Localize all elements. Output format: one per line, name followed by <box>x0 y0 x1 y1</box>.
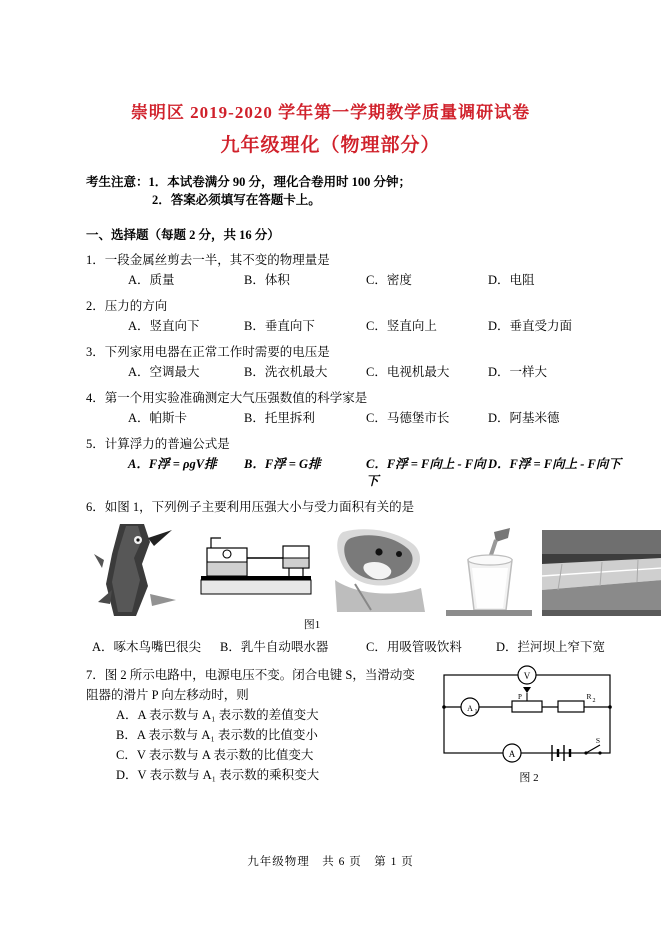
question-2 <box>86 298 661 335</box>
woodpecker-photo <box>92 524 187 616</box>
option-b[interactable]: B．垂直向下 <box>244 319 315 333</box>
option-d[interactable]: D．F浮 = F向上 - F向下 <box>488 457 621 471</box>
option-c[interactable]: C．马德堡市长 <box>366 411 450 425</box>
option-c[interactable]: C．密度 <box>366 273 412 287</box>
option-b[interactable]: B．乳牛自动喂水器 <box>220 640 329 654</box>
option-d[interactable]: D．电阻 <box>488 273 535 287</box>
option-b[interactable]: B．体积 <box>244 273 290 287</box>
option-c[interactable]: C．用吸管吸饮料 <box>366 640 462 654</box>
svg-text:S: S <box>595 736 601 745</box>
question-1 <box>86 252 661 289</box>
question-4-stem: 4．第一个用实验准确测定大气压强数值的科学家是 <box>86 391 368 405</box>
question-7-figure <box>434 665 624 785</box>
question-3-options <box>128 364 661 381</box>
option-a[interactable]: A．A 表示数与 A₁ 表示数的差值变大 <box>116 708 319 722</box>
cup-with-straw-photo <box>446 524 532 616</box>
circuit-diagram <box>434 665 620 765</box>
option-d[interactable]: D．拦河坝上窄下宽 <box>496 640 606 654</box>
question-6-figures <box>92 524 661 616</box>
question-4-options <box>128 410 661 427</box>
cow-drinking-photo <box>325 524 436 616</box>
svg-text:1: 1 <box>474 709 478 715</box>
option-b[interactable]: B．F浮 = G排 <box>244 457 321 471</box>
question-3 <box>86 344 661 381</box>
question-4 <box>86 390 661 427</box>
option-c[interactable]: C．电视机最大 <box>366 365 450 379</box>
option-d[interactable]: D．V 表示数与 A₁ 表示数的乘积变大 <box>116 768 320 782</box>
svg-text:A: A <box>508 749 516 759</box>
option-b[interactable]: B．托里拆利 <box>244 411 315 425</box>
notice-line-1: 考生注意：1．本试卷满分 90 分，理化合卷用时 100 分钟； <box>86 175 412 189</box>
page-subtitle: 九年级理化（物理部分） <box>220 135 441 156</box>
question-5-stem: 5．计算浮力的普遍公式是 <box>86 437 230 451</box>
svg-text:2: 2 <box>592 698 596 704</box>
question-7-text <box>86 665 416 785</box>
option-b[interactable]: B．A 表示数与 A₁ 表示数的比值变小 <box>116 728 318 742</box>
question-6 <box>86 499 661 516</box>
candidate-notice <box>86 173 661 209</box>
option-b[interactable]: B．洗衣机最大 <box>244 365 328 379</box>
question-2-options <box>128 318 661 335</box>
option-c[interactable]: C．F浮 = F向上 - F向下 <box>366 457 486 488</box>
option-a[interactable]: A．F浮 = ρgV排 <box>128 457 217 471</box>
option-c[interactable]: C．竖直向上 <box>366 319 437 333</box>
question-3-stem: 3．下列家用电器在正常工作时需要的电压是 <box>86 345 330 359</box>
page-footer: 九年级物理 共 6 页 第 1 页 <box>247 856 414 868</box>
question-7-stem: 7．图 2 所示电路中，电源电压不变。闭合电键 S，当滑动变阻器的滑片 P 向左移动时，则 <box>86 668 415 702</box>
option-a[interactable]: A．竖直向下 <box>128 319 200 333</box>
option-d[interactable]: D．垂直受力面 <box>488 319 573 333</box>
option-d[interactable]: D．一样大 <box>488 365 548 379</box>
question-5-options <box>128 456 661 490</box>
option-a[interactable]: A．啄木鸟嘴巴很尖 <box>92 640 202 654</box>
option-a[interactable]: A．帕斯卡 <box>128 411 188 425</box>
figure-1-caption: 图1 <box>303 619 321 631</box>
section-heading: 一、选择题（每题 2 分，共 16 分） <box>86 228 280 242</box>
figure-2-caption: 图 2 <box>519 772 539 784</box>
svg-text:P: P <box>518 693 522 701</box>
dam-photo <box>542 524 661 616</box>
question-1-options <box>128 272 661 289</box>
question-5 <box>86 436 661 490</box>
question-1-stem: 1．一段金属丝剪去一半，其不变的物理量是 <box>86 253 330 267</box>
option-a[interactable]: A．质量 <box>128 273 175 287</box>
question-2-stem: 2．压力的方向 <box>86 299 168 313</box>
question-6-options <box>92 637 661 655</box>
svg-text:R: R <box>586 692 592 701</box>
option-a[interactable]: A．空调最大 <box>128 365 200 379</box>
question-7 <box>86 665 661 785</box>
svg-text:V: V <box>523 671 531 681</box>
svg-text:A: A <box>467 704 473 713</box>
page-title: 崇明区 2019-2020 学年第一学期教学质量调研试卷 <box>130 103 531 122</box>
question-6-stem: 6．如图 1，下列例子主要利用压强大小与受力面积有关的是 <box>86 500 415 514</box>
notice-line-2: 2．答案必须填写在答题卡上。 <box>152 193 321 207</box>
option-c[interactable]: C．V 表示数与 A 表示数的比值变大 <box>116 748 314 762</box>
option-d[interactable]: D．阿基米德 <box>488 411 560 425</box>
cow-waterer-diagram <box>197 524 314 616</box>
